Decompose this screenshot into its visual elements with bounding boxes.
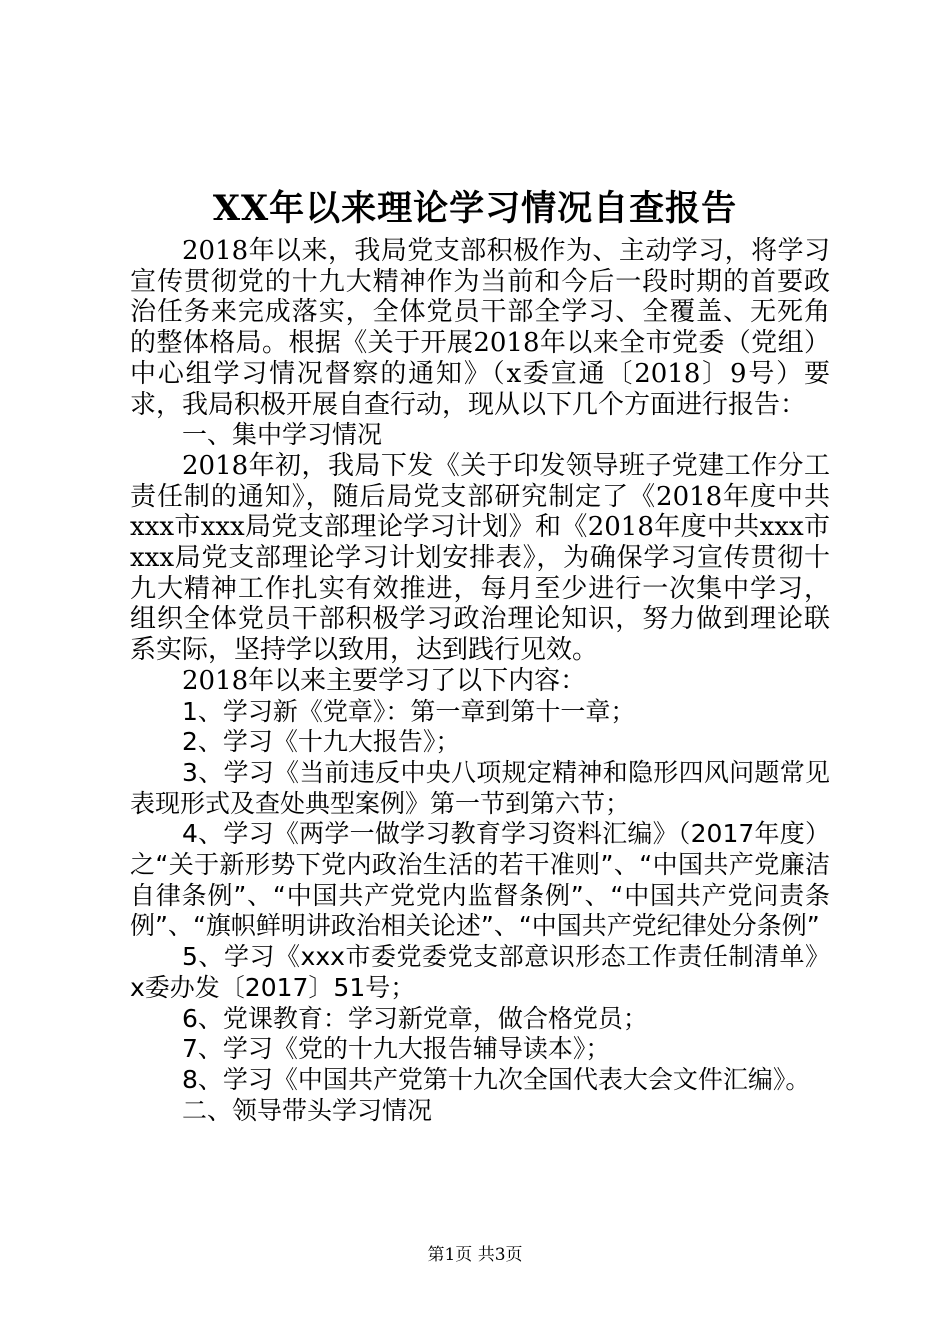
study-item-3: 3、学习《当前违反中央八项规定精神和隐形四风问题常见表现形式及查处典型案例》第一节到第六节； — [130, 757, 830, 818]
study-item-7: 7、学习《党的十九大报告辅导读本》； — [182, 1034, 611, 1064]
document-body — [130, 236, 830, 1126]
intro-paragraph: 2018年以来，我局党支部积极作为、主动学习，将学习宣传贯彻党的十九大精神作为当前和今后一段时期的首要政治任务来完成落实，全体党员干部全学习、全覆盖、无死角的整体格局。根据《关于开展2018年以来全市党委（党组）中心组学习情况督察的通知》（x委宣通〔2018〕9号）要求，我局积极开展自查行动，现从以下几个方面进行报告： — [130, 236, 830, 420]
page-indicator: 第1页 共3页 — [427, 1245, 523, 1265]
section-heading-2: 二、领导带头学习情况 — [182, 1095, 433, 1125]
study-item-6: 6、党课教育：学习新党章，做合格党员； — [182, 1003, 648, 1033]
section-1-paragraph: 2018年初，我局下发《关于印发领导班子党建工作分工责任制的通知》，随后局党支部研究制定了《2018年度中共xxx市xxx局党支部理论学习计划》和《2018年度中共xxx市xxx局党支部理论学习计划安排表》，为确保学习宣传贯彻十九大精神工作扎实有效推进，每月至少进行一次集中学习，组织全体党员干部积极学习政治理论知识，努力做到理论联系实际，坚持学以致用，达到践行见效。 — [130, 450, 830, 666]
document-title: XX年以来理论学习情况自查报告 — [212, 188, 738, 229]
study-item-8: 8、学习《中国共产党第十九次全国代表大会文件汇编》。 — [182, 1064, 811, 1094]
study-item-1: 1、学习新《党章》：第一章到第十一章； — [182, 696, 636, 726]
section-heading-1: 一、集中学习情况 — [182, 420, 383, 450]
study-content-intro: 2018年以来主要学习了以下内容： — [182, 665, 587, 696]
study-item-2: 2、学习《十九大报告》； — [182, 727, 461, 757]
study-item-5: 5、学习《xxx市委党委党支部意识形态工作责任制清单》x委办发〔2017〕51号； — [130, 942, 830, 1002]
study-item-4: 4、学习《两学一做学习教育学习资料汇编》（2017年度）之“关于新形势下党内政治生活的若干准则”、“中国共产党廉洁自律条例”、“中国共产党党内监督条例”、“中国共产党问责条例”、“旗帜鲜明讲政治相关论述”、“中国共产党纪律处分条例” — [130, 819, 830, 941]
